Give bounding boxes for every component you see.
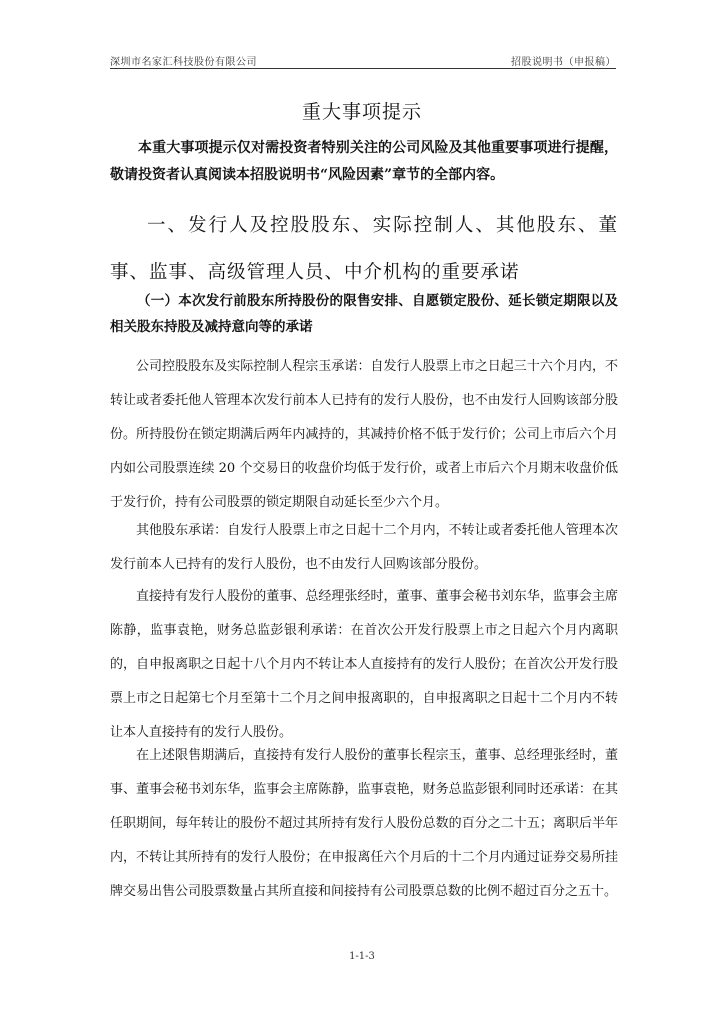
body-paragraph-directors-lockup: 直接持有发行人股份的董事、总经理张经时，董事、董事会秘书刘东华，监事会主席陈静，监事袁艳，财务总监彭银利承诺：在首次公开发行股票上市之日起六个月内离职的，自申报离职之日起十八个月内不转让本人直接持有的发行人股份；在首次公开发行股票上市之日起第七个月至第十二个月之间申报离职的，自申报离职之日起十二个月内不转让本人直接持有的发行人股份。	[110, 589, 618, 740]
intro-paragraph: 本重大事项提示仅对需投资者特别关注的公司风险及其他重要事项进行提醒，敬请投资者认真阅读本招股说明书“风险因素”章节的全部内容。	[110, 140, 618, 183]
subsection-heading: （一）本次发行前股东所持股份的限售安排、自愿锁定股份、延长锁定期限以及相关股东持股及减持意向等的承诺	[110, 293, 618, 335]
page-header	[110, 52, 616, 69]
body-paragraph-other-shareholders: 其他股东承诺：自发行人股票上市之日起十二个月内，不转让或者委托他人管理本次发行前本人已持有的发行人股份，也不由发行人回购该部分股份。	[110, 523, 618, 572]
body-paragraph-post-lockup: 在上述限售期满后，直接持有发行人股份的董事长程宗玉，董事、总经理张经时，董事、董事会秘书刘东华，监事会主席陈静，监事袁艳，财务总监彭银利同时还承诺：在其任职期间，每年转让的股份不超过其所持有发行人股份总数的百分之二十五；离职后半年内，不转让其所持有的发行人股份；在申报离任六个月后的十二个月内通过证券交易所挂牌交易出售公司股票数量占其所直接和间接持有公司股票总数的比例不超过百分之五十。	[110, 748, 618, 899]
body-paragraph-controlling-shareholder: 公司控股股东及实际控制人程宗玉承诺：自发行人股票上市之日起三十六个月内，不转让或者委托他人管理本次发行前本人已持有的发行人股份，也不由发行人回购该部分股份。所持股份在锁定期满后两年内减持的，其减持价格不低于发行价；公司上市后六个月内如公司股票连续 20 个交易日的收盘价均低于发行价，或者上市后六个月期末收盘价低于发行价，持有公司股票的锁定期限自动延长至少六个月。	[110, 359, 618, 510]
section-heading: 一、发行人及控股股东、实际控制人、其他股东、董事、监事、高级管理人员、中介机构的重要承诺	[110, 215, 618, 283]
header-company-name: 深圳市名家汇科技股份有限公司	[110, 57, 257, 68]
page-number: 1-1-3	[349, 951, 375, 962]
page-title: 重大事项提示	[301, 101, 422, 123]
header-document-type: 招股说明书（申报稿）	[511, 57, 616, 68]
